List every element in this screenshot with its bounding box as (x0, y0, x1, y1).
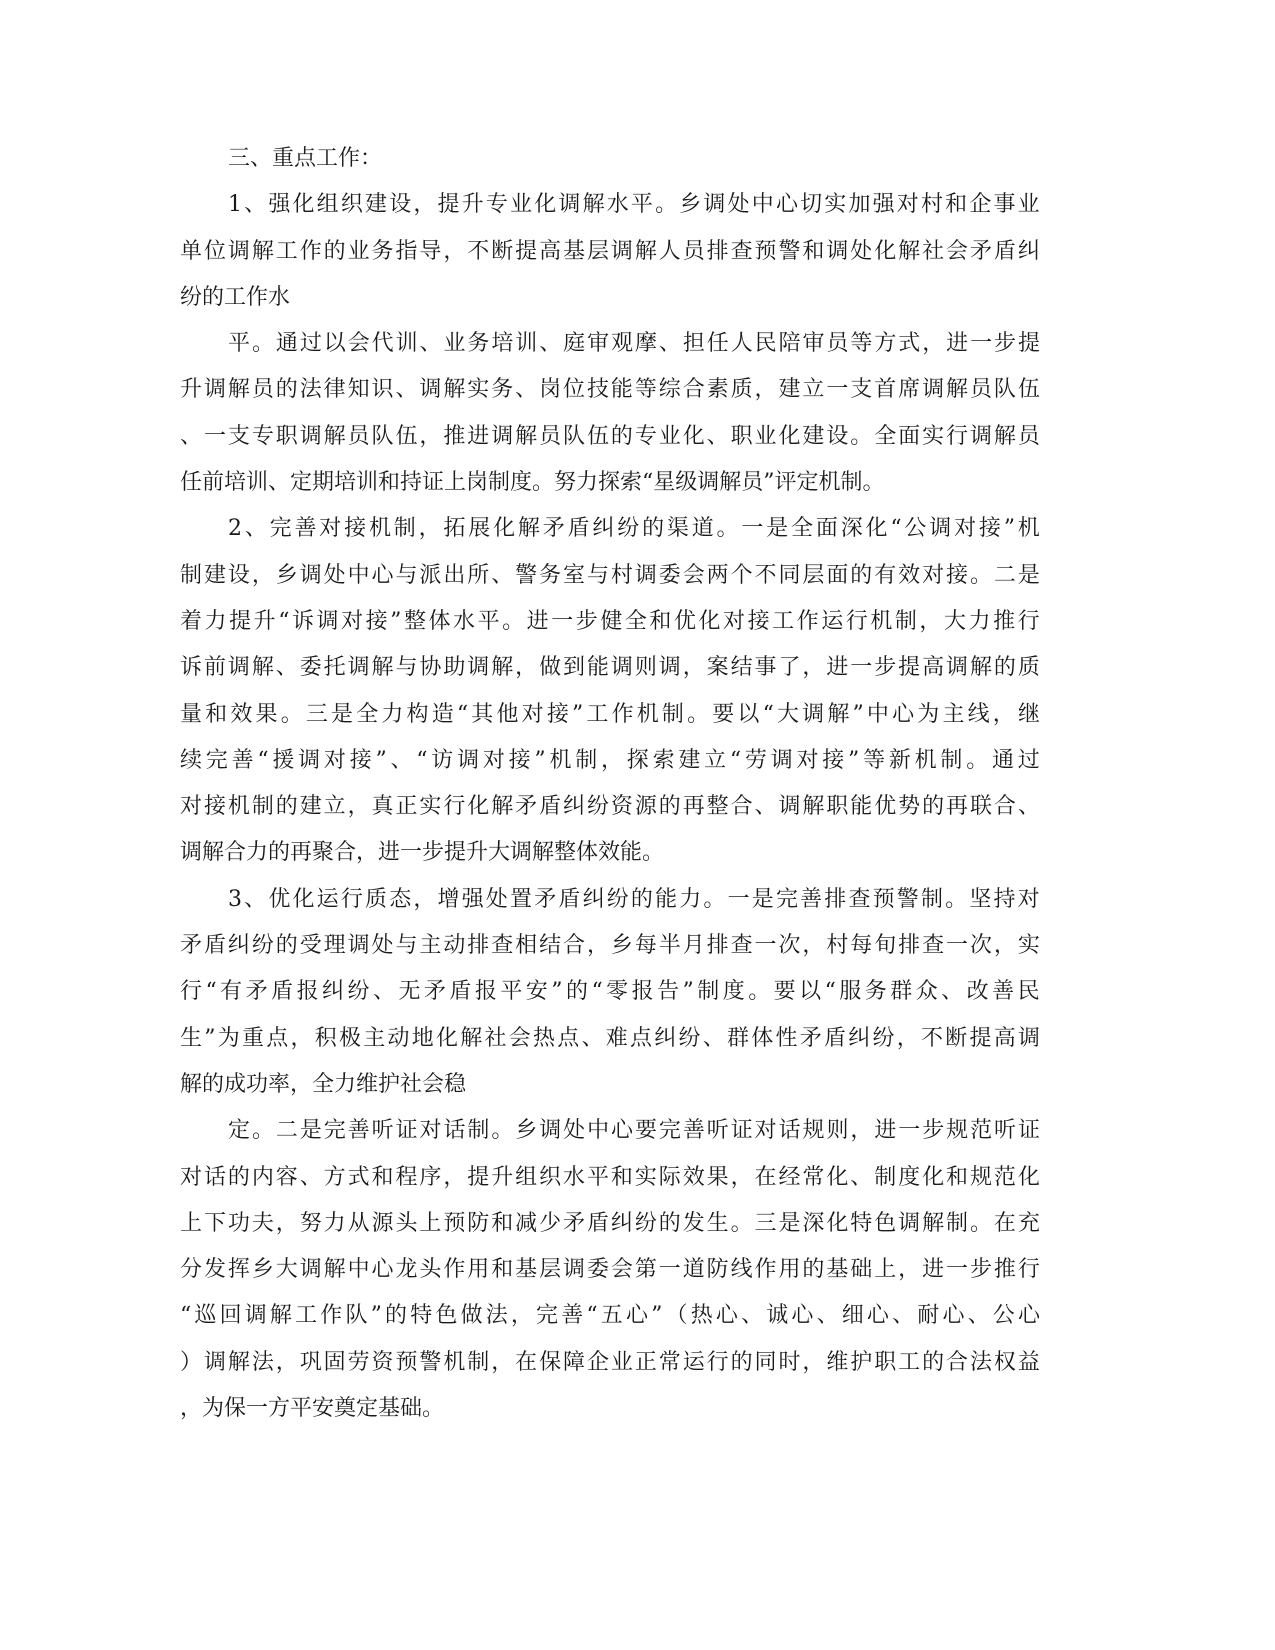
line-text: 分 发 挥 乡 大 调 解 中 心 龙 头 作 用 和 基 层 调 委 会 第 一 道 防 线 作 用 的 基 础 上 ， 进 一 步 推 行 (180, 1257, 1040, 1283)
text-line: ，为保一方平安奠定基础。 (180, 1396, 445, 1422)
text-line (180, 229, 1040, 275)
text-line: 解的成功率，全力维护社会稳 (180, 1071, 467, 1097)
line-text: 3 、 优 化 运 行 质 态 ， 增 强 处 置 矛 盾 纠 纷 的 能 力 。 一 是 完 善 排 查 预 警 制 。 坚 持 对 (228, 886, 1040, 912)
line-text: 2 、 完 善 对 接 机 制 ， 拓 展 化 解 矛 盾 纠 纷 的 渠 道 。 一 是 全 面 深 化 “ 公 调 对 接 ” 机 (228, 516, 1040, 542)
line-text: 1 、 强 化 组 织 建 设 ， 提 升 专 业 化 调 解 水 平 。 乡 调 处 中 心 切 实 加 强 对 村 和 企 事 业 (228, 192, 1040, 218)
text-line: 三、重点工作： (228, 146, 383, 171)
text-line (180, 367, 1040, 413)
text-line (180, 692, 1040, 738)
line-text: ） 调 解 法 ， 巩 固 劳 资 预 警 机 制 ， 在 保 障 企 业 正 常 运 行 的 同 时 ， 维 护 职 工 的 合 法 权 益 (180, 1349, 1040, 1375)
line-text: 定 。 二 是 完 善 听 证 对 话 制 。 乡 调 处 中 心 要 完 善 听 证 对 话 规 则 ， 进 一 步 规 范 听 证 (228, 1118, 1040, 1144)
line-text: 着 力 提 升 “ 诉 调 对 接 ” 整 体 水 平 。 进 一 步 健 全 和 优 化 对 接 工 作 运 行 机 制 ， 大 力 推 行 (180, 608, 1040, 634)
line-text: 升 调 解 员 的 法 律 知 识 、 调 解 实 务 、 岗 位 技 能 等 综 合 素 质 ， 建 立 一 支 首 席 调 解 员 队 伍 (180, 377, 1040, 403)
line-text: 行 “ 有 矛 盾 报 纠 纷 、 无 矛 盾 报 平 安 ” 的 “ 零 报 告 ” 制 度 。 要 以 “ 服 务 群 众 、 改 善 民 (180, 979, 1040, 1005)
text-line (180, 877, 1040, 923)
text-line (180, 414, 1040, 460)
line-text: 单 位 调 解 工 作 的 业 务 指 导 ， 不 断 提 高 基 层 调 解 人 员 排 查 预 警 和 调 处 化 解 社 会 矛 盾 纠 (180, 238, 1040, 264)
line-text: 、 一 支 专 职 调 解 员 队 伍 ， 推 进 调 解 员 队 伍 的 专 业 化 、 职 业 化 建 设 。 全 面 实 行 调 解 员 (180, 423, 1040, 449)
text-line (180, 645, 1040, 691)
text-line (180, 1108, 1040, 1154)
text-line: 纷的工作水 (180, 284, 291, 310)
document-body (180, 136, 1040, 1432)
text-line (180, 506, 1040, 552)
line-text: 上 下 功 夫 ， 努 力 从 源 头 上 预 防 和 减 少 矛 盾 纠 纷 的 发 生 。 三 是 深 化 特 色 调 解 制 。 在 充 (180, 1210, 1040, 1236)
text-line (180, 599, 1040, 645)
text-line (180, 553, 1040, 599)
line-text: 矛 盾 纠 纷 的 受 理 调 处 与 主 动 排 查 相 结 合 ， 乡 每 半 月 排 查 一 次 ， 村 每 旬 排 查 一 次 ， 实 (180, 933, 1040, 959)
text-line (180, 1340, 1040, 1386)
line-text: 对 接 机 制 的 建 立 ， 真 正 实 行 化 解 矛 盾 纠 纷 资 源 的 再 整 合 、 调 解 职 能 优 势 的 再 联 合 、 (180, 794, 1040, 820)
text-line (180, 923, 1040, 969)
line-text: 诉 前 调 解 、 委 托 调 解 与 协 助 调 解 ， 做 到 能 调 则 调 ， 案 结 事 了 ， 进 一 步 提 高 调 解 的 质 (180, 655, 1040, 681)
line-text: 生 ” 为 重 点 ， 积 极 主 动 地 化 解 社 会 热 点 、 难 点 纠 纷 、 群 体 性 矛 盾 纠 纷 ， 不 断 提 高 调 (180, 1025, 1040, 1051)
text-line (180, 1293, 1040, 1339)
text-line (180, 182, 1040, 228)
text-line (180, 1201, 1040, 1247)
line-text: 对 话 的 内 容 、 方 式 和 程 序 ， 提 升 组 织 水 平 和 实 际 效 果 ， 在 经 常 化 、 制 度 化 和 规 范 化 (180, 1164, 1040, 1190)
line-text: “ 巡 回 调 解 工 作 队 ” 的 特 色 做 法 ， 完 善 “ 五 心 ” （ 热 心 、 诚 心 、 细 心 、 耐 心 、 公 心 (180, 1303, 1040, 1329)
text-line (180, 1247, 1040, 1293)
text-line (180, 321, 1040, 367)
text-line (180, 1155, 1040, 1201)
text-line (180, 1016, 1040, 1062)
line-text: 制 建 设 ， 乡 调 处 中 心 与 派 出 所 、 警 务 室 与 村 调 委 会 两 个 不 同 层 面 的 有 效 对 接 。 二 是 (180, 562, 1040, 588)
text-line: 任前培训、定期培训和持证上岗制度。努力探索“星级调解员”评定机制。 (180, 470, 885, 496)
line-text: 平 。 通 过 以 会 代 训 、 业 务 培 训 、 庭 审 观 摩 、 担 任 人 民 陪 审 员 等 方 式 ， 进 一 步 提 (228, 331, 1040, 357)
line-text: 续 完 善 “ 援 调 对 接 ” 、 “ 访 调 对 接 ” 机 制 ， 探 索 建 立 “ 劳 调 对 接 ” 等 新 机 制 。 通 过 (180, 747, 1040, 773)
text-line (180, 784, 1040, 830)
text-line (180, 969, 1040, 1015)
text-line (180, 738, 1040, 784)
line-text: 量 和 效 果 。 三 是 全 力 构 造 “ 其 他 对 接 ” 工 作 机 制 。 要 以 “ 大 调 解 ” 中 心 为 主 线 ， 继 (180, 701, 1040, 727)
text-line: 调解合力的再聚合，进一步提升大调解整体效能。 (180, 840, 665, 866)
